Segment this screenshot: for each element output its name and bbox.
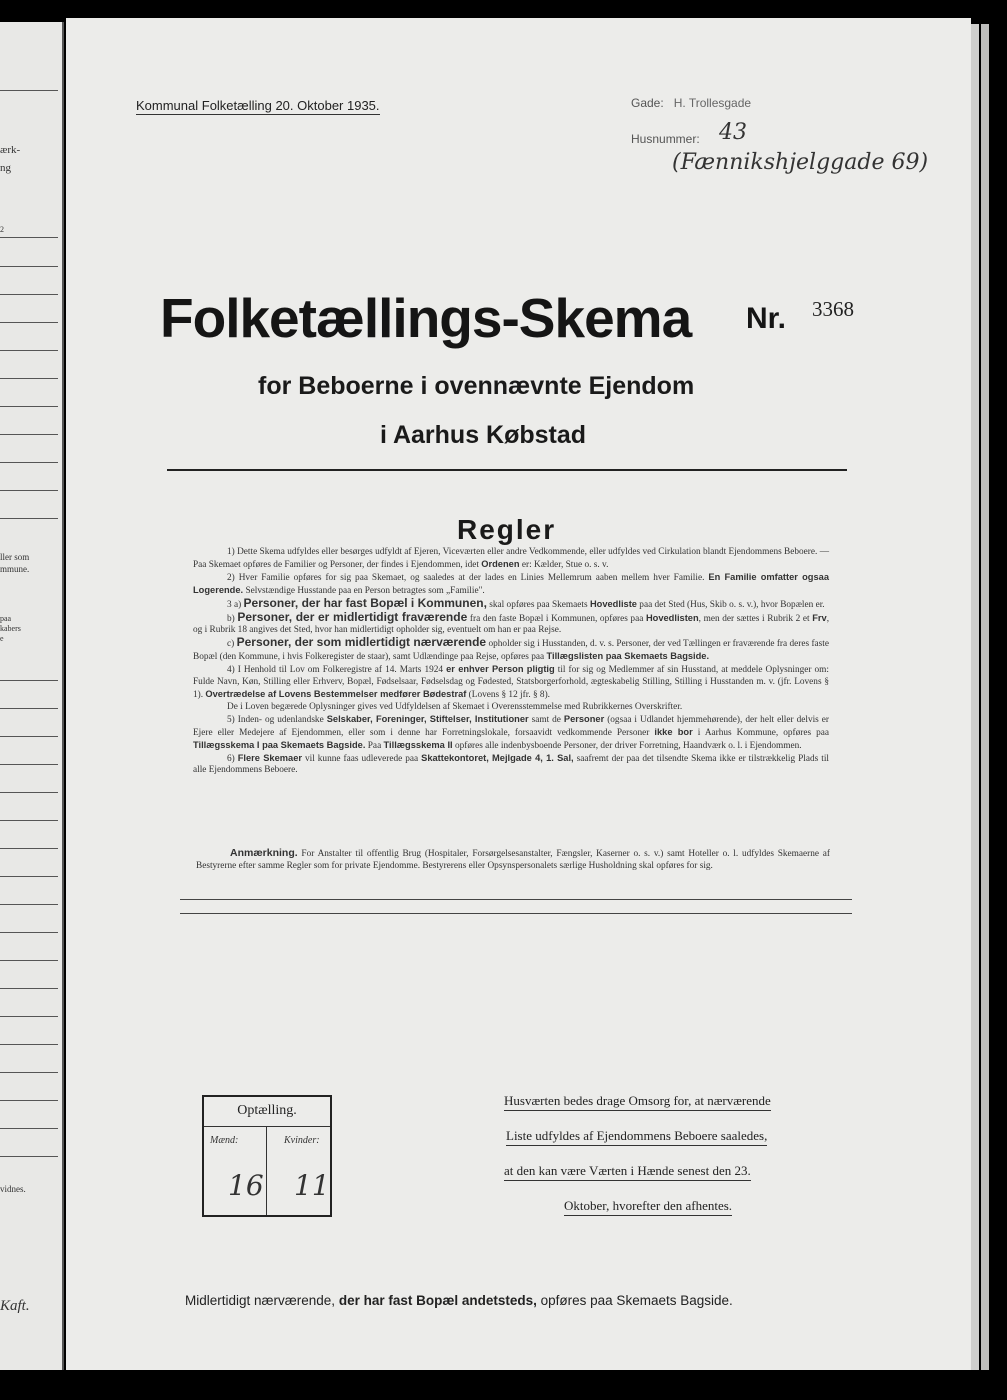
rule-5: 5) Inden- og udenlandske Selskaber, Foreninger, Stiftelser, Institutioner samt de Personer (ogsaa i Udlandet hjemmehørende), der helt eller delvis er Ejere eller Medejere af Ejendommen, eller som i denne har Forretningslokale, forsaavidt vedkommende Personer ikke bor i Aarhus Kommune, opføres paa Tillægsskema I paa Skemaets Bagside. Paa Tillægsskema II opføres alle indenbysboende Personer, der driver Forretning, Haandværk o. l. i Ejendommen. <box>193 713 830 751</box>
form-subtitle: for Beboerne i ovennævnte Ejendom <box>258 372 695 400</box>
divider <box>167 469 847 471</box>
ruling-line <box>0 680 58 681</box>
facing-text: ærk- <box>0 144 21 156</box>
rules-heading: Regler <box>457 514 557 545</box>
annotation-text: For Anstalter til offentlig Brug (Hospitaler, Forsørgelsesanstalter, Fængsler, Kaserner o. s. v.) samt Hoteller o. l. udfyldes Skemaerne af Bestyrerne efter samme Regler som for private Ejendomme. Bestyrerens eller Opsynspersonalets særlige Husholdning skal opføres for sig. <box>196 849 830 871</box>
ruling-line <box>0 294 58 295</box>
ruling-line <box>0 237 58 238</box>
facing-handwriting: Kaft. <box>0 1298 30 1314</box>
ruling-line <box>0 1072 58 1073</box>
notice-line: Oktober, hvorefter den afhentes. <box>564 1198 732 1216</box>
count-title: Optælling. <box>237 1103 297 1118</box>
divider <box>180 913 852 914</box>
facing-text: e <box>0 634 4 643</box>
ruling-line <box>0 1100 58 1101</box>
notice-line: Husværten bedes drage Omsorg for, at nærværende <box>504 1093 771 1111</box>
rule-1: 1) Dette Skema udfyldes eller besørges udfyldt af Ejeren, Viceværten eller andre Vedkommende, eller udfyldes ved Cirkulation blandt Ejendommens Beboere. — Paa Skemaet opføres de Familier og Personer, der findes i Ejendommen, idet Ordenen er: Kælder, Stue o. s. v. <box>193 547 829 570</box>
ruling-line <box>0 434 58 435</box>
notice-line: at den kan være Værten i Hænde senest den 23. <box>504 1163 751 1181</box>
street-field <box>631 96 751 110</box>
ruling-line <box>0 322 58 323</box>
ruling-line <box>0 490 58 491</box>
ruling-line <box>0 462 58 463</box>
form-title: Folketællings-Skema <box>160 287 692 349</box>
men-count: 16 <box>228 1169 264 1202</box>
ruling-line <box>0 378 58 379</box>
ruling-line <box>0 848 58 849</box>
annotation-label: Anmærkning. <box>230 847 298 859</box>
ruling-line <box>0 820 58 821</box>
ruling-line <box>0 350 58 351</box>
ruling-line <box>0 1044 58 1045</box>
facing-text: mmune. <box>0 564 30 574</box>
ruling-line <box>0 876 58 877</box>
ruling-line <box>0 1016 58 1017</box>
form-subtitle-city: i Aarhus Købstad <box>380 421 587 449</box>
facing-text: ller som <box>0 552 30 562</box>
count-divider <box>266 1126 267 1215</box>
form-nr-value: 3368 <box>812 297 854 321</box>
divider <box>180 899 852 900</box>
men-label: Mænd: <box>210 1135 239 1146</box>
ruling-line <box>0 764 58 765</box>
rule-3c: c) Personer, der som midlertidigt nærværende opholder sig i Husstanden, d. v. s. Personer, der ved Tællingen er fraværende fra deres faste Bopæl (den Kommune, i hvis Folkeregister de staar), samt Udlændinge paa Rejse, opføres paa Tillægslisten paa Skemaets Bagside. <box>193 635 830 663</box>
ruling-line <box>0 406 58 407</box>
ruling-line <box>0 266 58 267</box>
ruling-line <box>0 1156 58 1157</box>
street-label: Gade: <box>631 96 664 110</box>
page-edge <box>981 24 989 1370</box>
rule-4: 4) I Henhold til Lov om Folkeregistre af 14. Marts 1924 er enhver Person pligtig til for sig og Medlemmer af sin Husstand, at meddele Oplysninger om: Fulde Navn, Køn, Stilling eller Erhverv, Bopæl, Fødselsaar, Fødselsdag og Fødested, Statsborgerforhold, ægteskabelig Stilling, Stilling i Husstanden m. v. (jfr. Lovens § 1). Overtrædelse af Lovens Bestemmelser medfører Bødestraf (Lovens § 12 jfr. § 8). <box>193 664 829 700</box>
ruling-line <box>0 518 58 519</box>
facing-text: 2 <box>0 225 4 234</box>
ruling-line <box>0 708 58 709</box>
facing-text: vidnes. <box>0 1184 26 1194</box>
ruling-line <box>0 960 58 961</box>
women-label: Kvinder: <box>284 1135 320 1146</box>
census-title: Kommunal Folketælling 20. Oktober 1935. <box>136 98 380 113</box>
page-edge <box>971 24 979 1370</box>
women-count: 11 <box>294 1169 330 1202</box>
street-value: H. Trollesgade <box>673 96 752 110</box>
facing-page <box>0 22 64 1370</box>
house-number-value: 43 <box>719 120 747 145</box>
ruling-line <box>0 90 58 91</box>
facing-text: ng <box>0 162 11 174</box>
facing-text: paa <box>0 614 12 623</box>
house-number-field <box>631 120 747 146</box>
count-box <box>202 1095 332 1217</box>
form-nr-label: Nr. <box>746 302 787 335</box>
ruling-line <box>0 792 58 793</box>
rule-2: 2) Hver Familie opføres for sig paa Skemaet, og saaledes at der lades en Linies Mellemrum aaben mellem hver Familie. En Familie omfatter ogsaa Logerende. Selvstændige Husstande paa en Person betragtes som „Familie". <box>193 571 829 596</box>
rule-4b: De i Loven begærede Oplysninger gives ved Udfyldelsen af Skemaet i Overensstemmelse med Rubrikkernes Overskrifter. <box>227 701 683 712</box>
house-number-label: Husnummer: <box>631 132 700 146</box>
rule-3a: 3 a) Personer, der har fast Bopæl i Kommunen, skal opføres paa Skemaets Hovedliste paa det Sted (Hus, Skib o. s. v.), hvor Bopælen er. <box>227 595 825 610</box>
count-divider <box>204 1126 330 1127</box>
rules-text <box>193 547 829 777</box>
notice-line: Liste udfyldes af Ejendommens Beboere saaledes, <box>506 1128 767 1146</box>
handwritten-address-note: (Fænnikshjelggade 69) <box>672 150 929 175</box>
rule-3b: b) Personer, der er midlertidigt fraværende fra den faste Bopæl i Kommunen, opføres paa Hovedlisten, men der sættes i Rubrik 2 et Frv, og i Rubrik 18 angives det Sted, hvor han midlertidigt opholder sig, eventuelt om han er paa Rejse. <box>193 609 830 636</box>
ruling-line <box>0 736 58 737</box>
ruling-line <box>0 904 58 905</box>
ruling-line <box>0 1128 58 1129</box>
ruling-line <box>0 988 58 989</box>
facing-text: kabers <box>0 624 21 633</box>
ruling-line <box>0 932 58 933</box>
footer-note: Midlertidigt nærværende, der har fast Bopæl andetsteds, opføres paa Skemaets Bagside. <box>185 1293 733 1308</box>
rule-6: 6) Flere Skemaer vil kunne faas udleverede paa Skattekontoret, Mejlgade 4, 1. Sal, saafremt der paa det tilsendte Skema ikke er tilstrækkelig Plads til alle Ejendommens Beboere. <box>193 752 830 776</box>
annotation-note <box>196 847 830 872</box>
